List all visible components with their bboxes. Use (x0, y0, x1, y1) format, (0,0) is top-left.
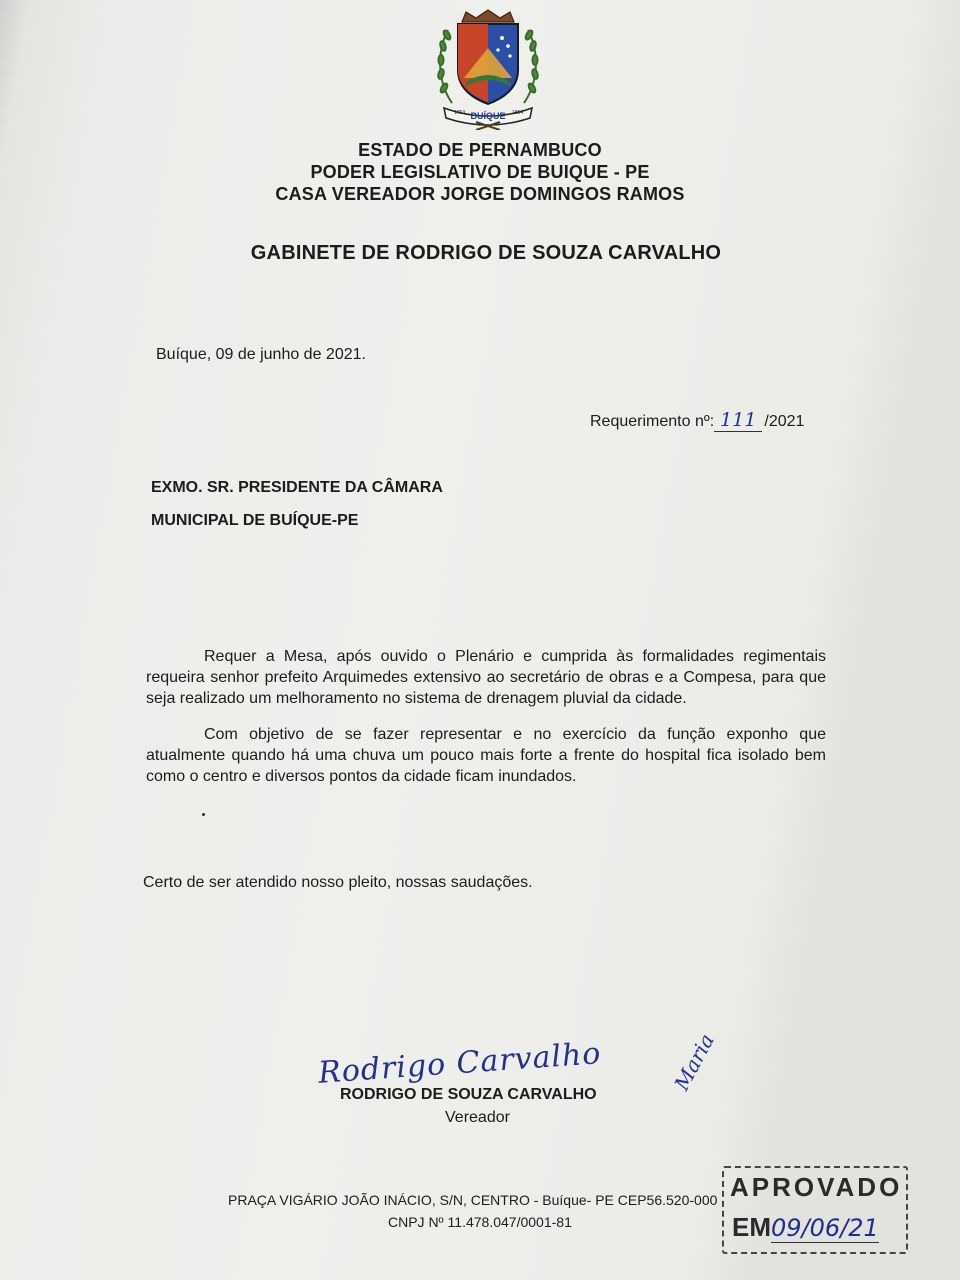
crest-banner-text: BUÍQUE (470, 111, 506, 121)
request-label: Requerimento nº: (590, 413, 715, 430)
request-number (590, 410, 804, 432)
stamp-prefix: EM (732, 1212, 771, 1242)
closing-line: Certo de ser atendido nosso pleito, nossas saudações. (143, 874, 533, 891)
footer-address: PRAÇA VIGÁRIO JOÃO INÁCIO, S/N, CENTRO - Buíque- PE CEP56.520-000 (228, 1192, 718, 1208)
stray-dot (202, 813, 205, 816)
stamp-title: APROVADO (730, 1172, 903, 1202)
handwritten-initials: Maria (669, 1029, 719, 1095)
crest-year-right: 1854 (512, 110, 524, 116)
body-paragraph-1: Requer a Mesa, após ouvido o Plenário e cumprida às formalidades regimentais requeira senhor prefeito Arquimedes extensivo ao secretário de obras e a Compesa, para que seja realizado um melhoramento no sistema de drenagem pluvial da cidade. (146, 648, 826, 707)
signer-role: Vereador (445, 1109, 510, 1126)
recipient-line-1: EXMO. SR. PRESIDENTE DA CÂMARA (151, 479, 443, 496)
handwritten-signature: Rodrigo Carvalho (317, 1036, 603, 1091)
crest-year-left: 1753 (454, 110, 466, 116)
date-line: Buíque, 09 de junho de 2021. (156, 346, 366, 363)
signer-name: RODRIGO DE SOUZA CARVALHO (340, 1086, 597, 1103)
stamp-date (732, 1212, 879, 1243)
footer-cnpj: CNPJ Nº 11.478.047/0001-81 (388, 1214, 572, 1230)
stamp-date-handwritten: 09/06/21 (771, 1214, 879, 1242)
header-house: CASA VEREADOR JORGE DOMINGOS RAMOS (275, 184, 685, 204)
body-paragraph-2: Com objetivo de se fazer representar e no exercício da função exponho que atualmente quando há uma chuva um pouco mais forte a frente do hospital fica isolado bem como o centro e diversos pontos da cidade ficam inundados. (146, 726, 826, 785)
cabinet-title: GABINETE DE RODRIGO DE SOUZA CARVALHO (250, 242, 722, 264)
recipient-line-2: MUNICIPAL DE BUÍQUE-PE (151, 512, 359, 529)
header-state: ESTADO DE PERNAMBUCO (358, 140, 602, 160)
request-year: /2021 (764, 413, 805, 430)
municipal-crest-logo (432, 8, 544, 130)
header-legislative: PODER LEGISLATIVO DE BUIQUE - PE (310, 162, 650, 182)
request-number-handwritten: 111 (714, 410, 762, 432)
